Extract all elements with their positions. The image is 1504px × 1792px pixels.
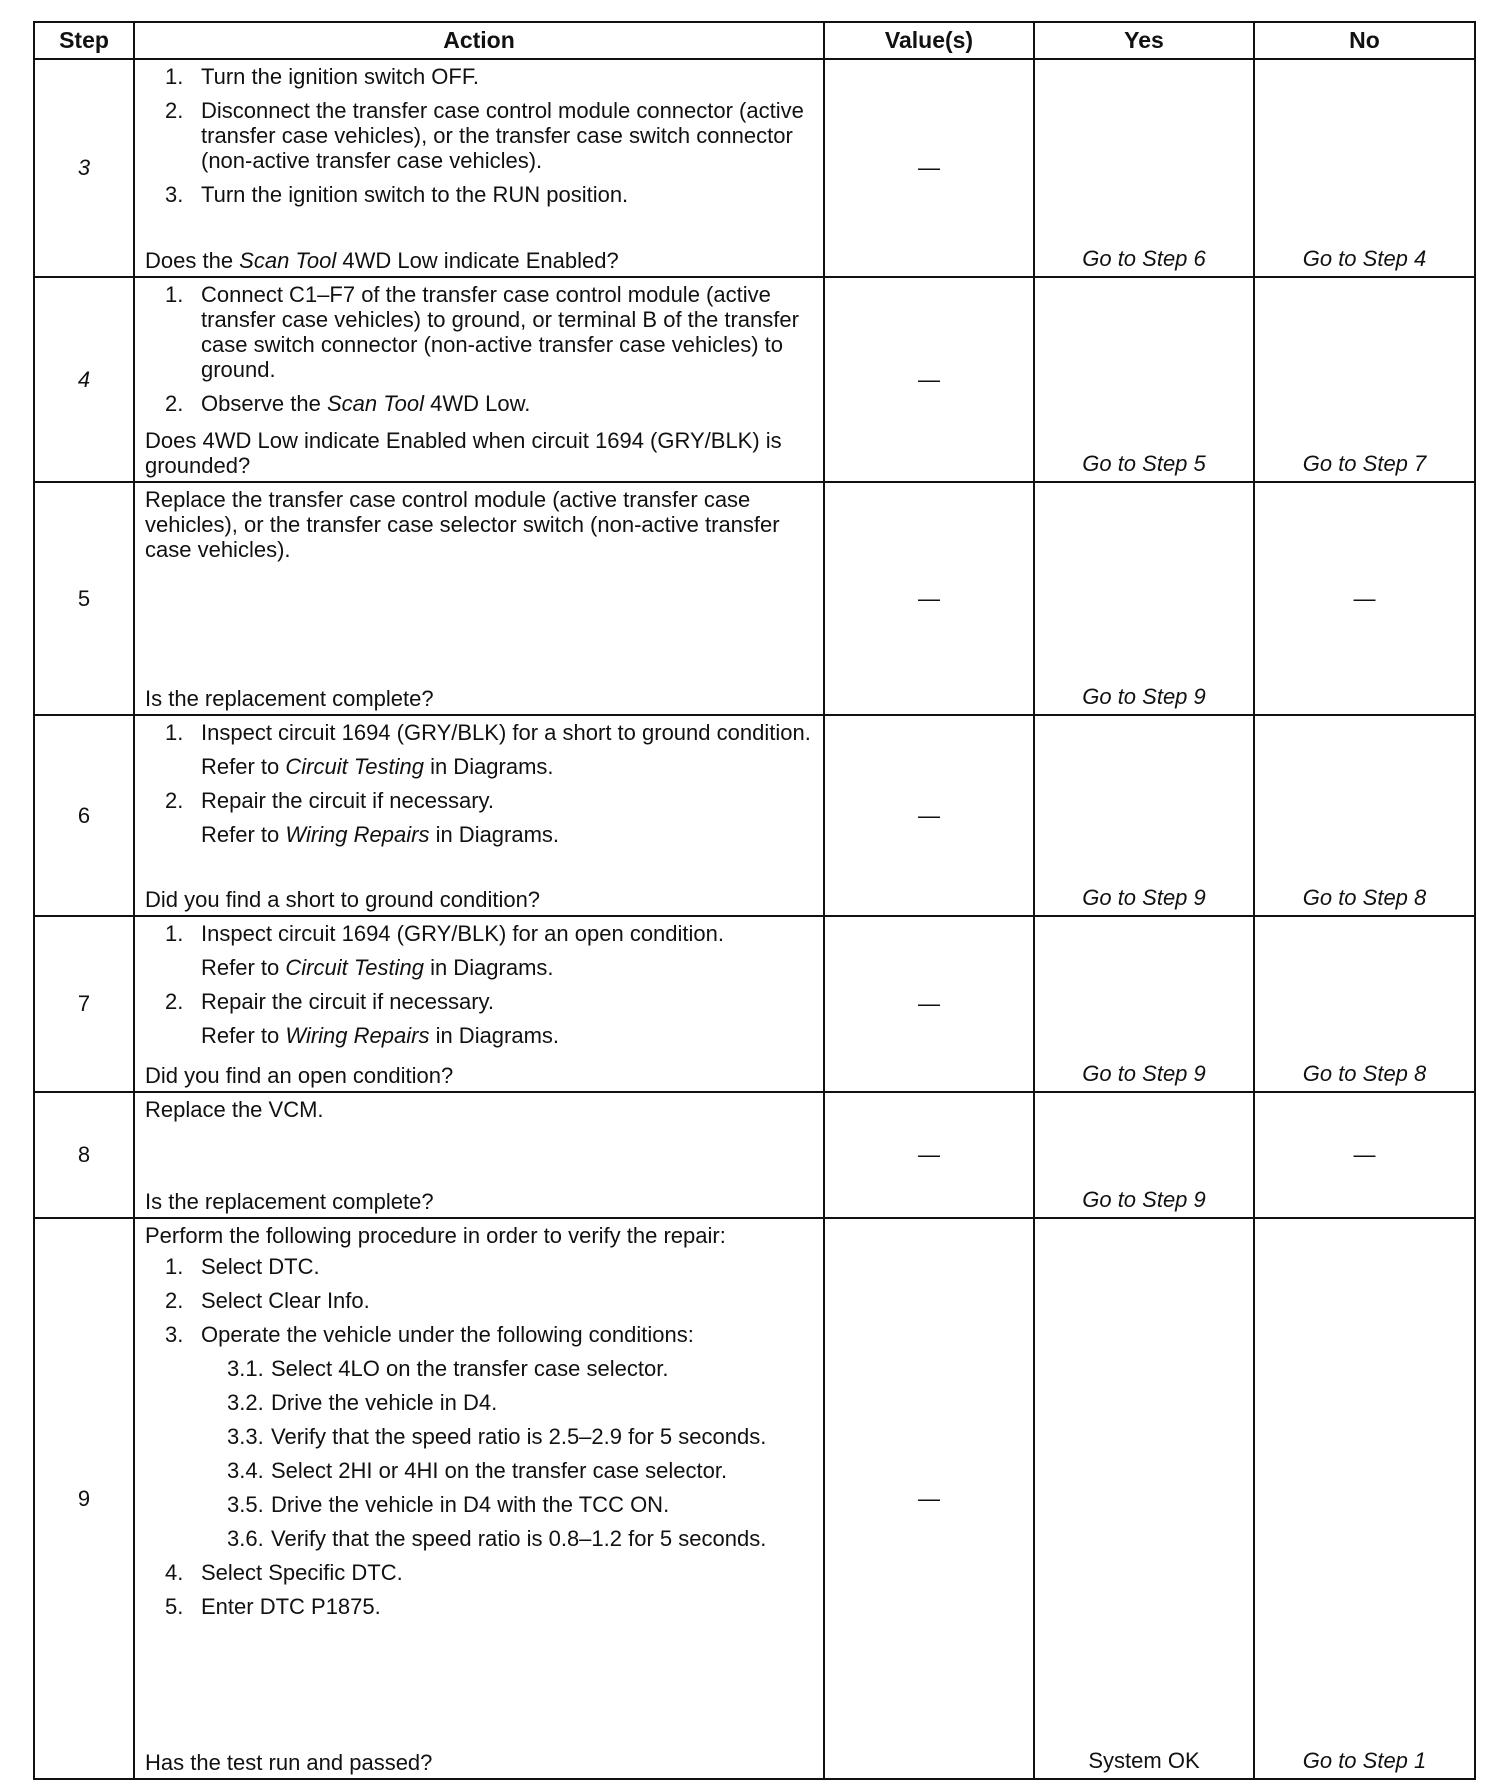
- table-row-step-7: [34, 916, 1475, 1092]
- table-row-step-9: [34, 1218, 1475, 1779]
- value-cell: —: [824, 1218, 1034, 1779]
- action-cell: [134, 1092, 824, 1218]
- reference-note: Refer to Wiring Repairs in Diagrams.: [201, 1023, 560, 1048]
- action-list: [145, 1254, 815, 1619]
- list-item: [145, 989, 815, 1048]
- item-number: 1.: [165, 282, 184, 307]
- header-values: Value(s): [824, 22, 1034, 59]
- action-cell: [134, 482, 824, 715]
- table-row-step-5: [34, 482, 1475, 715]
- item-text: Disconnect the transfer case control module connector (active transfer case vehicles), or the transfer case switch connector (non-active transfer case vehicles).: [201, 98, 804, 173]
- action-cell: [134, 916, 824, 1092]
- sub-item-text: Verify that the speed ratio is 2.5–2.9 for 5 seconds.: [271, 1424, 767, 1449]
- step-number: 7: [34, 916, 134, 1092]
- question-tool-name: Scan Tool: [239, 248, 337, 273]
- item-number: 1.: [165, 64, 184, 89]
- step-question: [145, 248, 815, 273]
- list-item: [145, 1254, 815, 1279]
- list-item: [145, 788, 815, 847]
- header-no: No: [1254, 22, 1475, 59]
- item-number: 3.: [165, 182, 184, 207]
- list-item: [145, 182, 815, 207]
- action-cell: [134, 277, 824, 482]
- sub-item-number: 3.1.: [227, 1356, 264, 1381]
- item-text: Repair the circuit if necessary.: [201, 788, 495, 813]
- no-cell: Go to Step 8: [1254, 916, 1475, 1092]
- no-cell: —: [1254, 482, 1475, 715]
- value-cell: —: [824, 1092, 1034, 1218]
- item-text: Enter DTC P1875.: [201, 1594, 381, 1619]
- item-text: Connect C1–F7 of the transfer case control module (active transfer case vehicles) to ground, or terminal B of the transfer case switch connector (non-active transfer case vehicles) to ground.: [201, 282, 799, 382]
- yes-cell: Go to Step 9: [1034, 1092, 1254, 1218]
- item-number: 2.: [165, 1288, 184, 1313]
- header-step: Step: [34, 22, 134, 59]
- table-row-step-4: [34, 277, 1475, 482]
- yes-cell: Go to Step 9: [1034, 482, 1254, 715]
- diagnostic-table-container: [33, 21, 1476, 1780]
- step-question: Is the replacement complete?: [145, 686, 434, 711]
- sub-item-number: 3.5.: [227, 1492, 264, 1517]
- sub-item-text: Drive the vehicle in D4.: [271, 1390, 498, 1415]
- sub-list-item: [145, 1424, 815, 1449]
- list-item: [145, 1322, 815, 1551]
- action-list: [145, 64, 815, 207]
- item-text: Select Clear Info.: [201, 1288, 370, 1313]
- action-list: [145, 720, 815, 847]
- yes-cell: Go to Step 5: [1034, 277, 1254, 482]
- list-item: [145, 1594, 815, 1619]
- reference-link-text: Wiring Repairs: [285, 822, 430, 847]
- no-cell: Go to Step 8: [1254, 715, 1475, 916]
- yes-cell: Go to Step 9: [1034, 715, 1254, 916]
- step-question: Did you find a short to ground condition?: [145, 887, 541, 912]
- item-tool-name: Scan Tool: [326, 391, 424, 416]
- procedure-intro: Perform the following procedure in order to verify the repair:: [145, 1223, 726, 1248]
- sub-item-text: Select 4LO on the transfer case selector.: [271, 1356, 669, 1381]
- step-number: 6: [34, 715, 134, 916]
- item-number: 2.: [165, 788, 184, 813]
- action-cell: [134, 59, 824, 277]
- step-number: 3: [34, 59, 134, 277]
- reference-link-text: Circuit Testing: [285, 955, 424, 980]
- no-cell: Go to Step 7: [1254, 277, 1475, 482]
- table-row-step-8: [34, 1092, 1475, 1218]
- action-cell: [134, 1218, 824, 1779]
- reference-link-text: Circuit Testing: [285, 754, 424, 779]
- value-cell: —: [824, 482, 1034, 715]
- step-question: Did you find an open condition?: [145, 1063, 454, 1088]
- value-cell: —: [824, 715, 1034, 916]
- item-text: Observe the: [201, 391, 327, 416]
- list-item: [145, 921, 815, 980]
- no-cell: —: [1254, 1092, 1475, 1218]
- value-cell: —: [824, 916, 1034, 1092]
- sub-list-item: [145, 1356, 815, 1381]
- item-number: 3.: [165, 1322, 184, 1347]
- step-question: Has the test run and passed?: [145, 1750, 433, 1775]
- value-cell: —: [824, 277, 1034, 482]
- no-cell: Go to Step 4: [1254, 59, 1475, 277]
- item-text: Repair the circuit if necessary.: [201, 989, 495, 1014]
- question-text: 4WD Low indicate Enabled?: [336, 248, 619, 273]
- sub-list: [201, 1356, 815, 1551]
- reference-note: Refer to Circuit Testing in Diagrams.: [201, 955, 554, 980]
- action-cell: [134, 715, 824, 916]
- step-question: Does 4WD Low indicate Enabled when circuit 1694 (GRY/BLK) is grounded?: [145, 428, 782, 478]
- item-number: 2.: [165, 989, 184, 1014]
- reference-link-text: Wiring Repairs: [285, 1023, 430, 1048]
- list-item: [145, 98, 815, 173]
- list-item: [145, 1288, 815, 1313]
- action-list: [145, 282, 815, 416]
- sub-item-text: Select 2HI or 4HI on the transfer case selector.: [271, 1458, 728, 1483]
- sub-list-item: [145, 1526, 815, 1551]
- item-text: Turn the ignition switch to the RUN position.: [201, 182, 629, 207]
- step-number: 9: [34, 1218, 134, 1779]
- item-text: Turn the ignition switch OFF.: [201, 64, 479, 89]
- item-text: Select Specific DTC.: [201, 1560, 403, 1585]
- action-list: [145, 921, 815, 1048]
- sub-list-item: [145, 1458, 815, 1483]
- yes-cell: Go to Step 9: [1034, 916, 1254, 1092]
- item-text: Operate the vehicle under the following conditions:: [201, 1322, 694, 1347]
- sub-list-item: [145, 1390, 815, 1415]
- item-number: 1.: [165, 1254, 184, 1279]
- item-text: Inspect circuit 1694 (GRY/BLK) for a short to ground condition.: [201, 720, 811, 745]
- list-item: [145, 282, 815, 382]
- item-number: 1.: [165, 921, 184, 946]
- yes-cell: Go to Step 6: [1034, 59, 1254, 277]
- item-number: 2.: [165, 391, 184, 416]
- sub-item-number: 3.3.: [227, 1424, 264, 1449]
- action-text: Replace the transfer case control module (active transfer case vehicles), or the transfer case selector switch (non-active transfer case vehicles).: [145, 487, 780, 562]
- step-number: 5: [34, 482, 134, 715]
- sub-item-number: 3.2.: [227, 1390, 264, 1415]
- item-number: 4.: [165, 1560, 184, 1585]
- value-cell: —: [824, 59, 1034, 277]
- table-row-step-6: [34, 715, 1475, 916]
- yes-cell: System OK: [1034, 1218, 1254, 1779]
- action-text: Replace the VCM.: [145, 1097, 324, 1122]
- item-number: 1.: [165, 720, 184, 745]
- item-number: 5.: [165, 1594, 184, 1619]
- no-cell: Go to Step 1: [1254, 1218, 1475, 1779]
- list-item: [145, 64, 815, 89]
- table-row-step-3: [34, 59, 1475, 277]
- sub-item-number: 3.4.: [227, 1458, 264, 1483]
- item-number: 2.: [165, 98, 184, 123]
- step-number: 4: [34, 277, 134, 482]
- item-text: Inspect circuit 1694 (GRY/BLK) for an open condition.: [201, 921, 724, 946]
- step-question: Is the replacement complete?: [145, 1189, 434, 1214]
- header-action: Action: [134, 22, 824, 59]
- sub-item-number: 3.6.: [227, 1526, 264, 1551]
- list-item: [145, 720, 815, 779]
- list-item: [145, 1560, 815, 1585]
- sub-item-text: Verify that the speed ratio is 0.8–1.2 for 5 seconds.: [271, 1526, 767, 1551]
- diagnostic-table: [33, 21, 1476, 1780]
- sub-list-item: [145, 1492, 815, 1517]
- reference-note: Refer to Circuit Testing in Diagrams.: [201, 754, 554, 779]
- sub-item-text: Drive the vehicle in D4 with the TCC ON.: [271, 1492, 670, 1517]
- item-text: 4WD Low.: [424, 391, 531, 416]
- list-item: [145, 391, 815, 416]
- reference-note: Refer to Wiring Repairs in Diagrams.: [201, 822, 560, 847]
- question-text: Does the: [145, 248, 240, 273]
- header-yes: Yes: [1034, 22, 1254, 59]
- item-text: Select DTC.: [201, 1254, 320, 1279]
- header-row: [34, 22, 1475, 59]
- step-number: 8: [34, 1092, 134, 1218]
